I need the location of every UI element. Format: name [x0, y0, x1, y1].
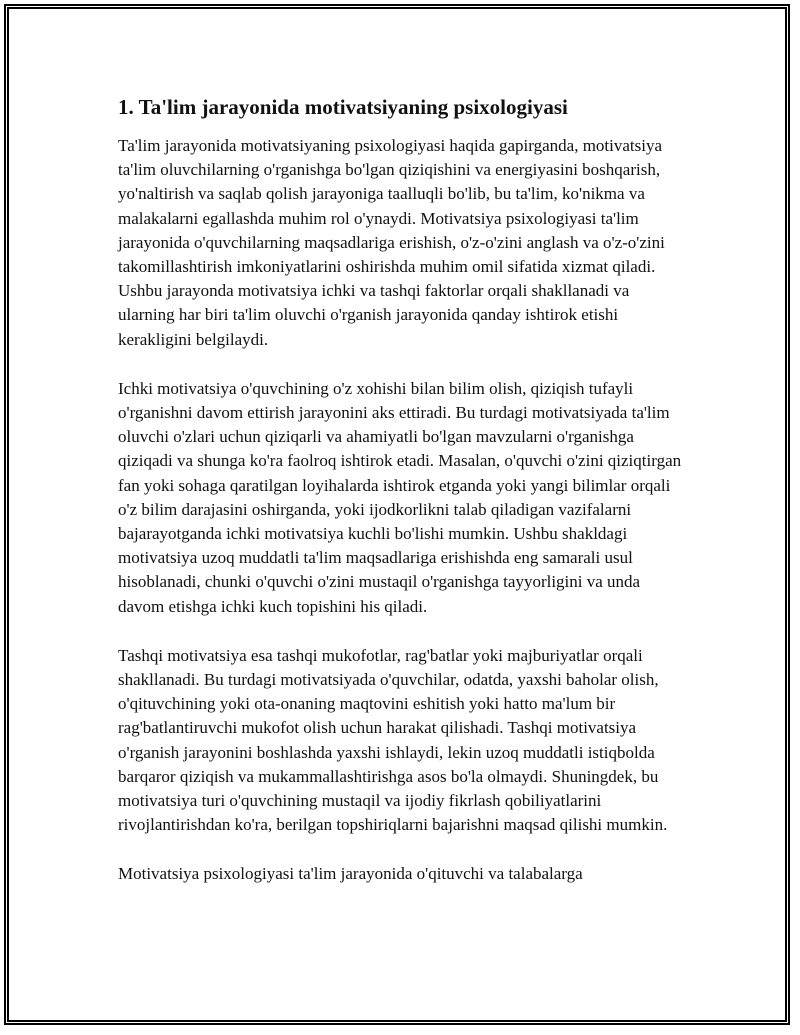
- paragraph-extrinsic-motivation: Tashqi motivatsiya esa tashqi mukofotlar, rag'batlar yoki majburiyatlar orqali shakllanadi. Bu turdagi motivatsiyada o'quvchilar, odatda, yaxshi baholar olish, o'qituvchining yoki ota-onaning maqtovini eshitish yoki hatto ma'lum bir rag'batlantiruvchi mukofot olish uchun harakat qilishadi. Tashqi motivatsiya o'rganish jarayonini boshlashda yaxshi ishlaydi, lekin uzoq muddatli istiqbolda barqaror qiziqish va mukammallashtirishga asos bo'la olmaydi. Shuningdek, bu motivatsiya turi o'quvchining mustaqil va ijodiy fikrlash qobiliyatlarini rivojlantirishdan ko'ra, berilgan topshiriqlarni bajarishni maqsad qilishi mumkin.: [118, 645, 668, 835]
- paragraph-intro: Ta'lim jarayonida motivatsiyaning psixologiyasi haqida gapirganda, motivatsiya ta'lim oluvchilarning o'rganishga bo'lgan qiziqishini va energiyasini boshqarish, yo'naltirish va saqlab qolish jarayoniga taalluqli bo'lib, bu ta'lim, ko'nikma va malakalarni egallashda muhim rol o'ynaydi. Motivatsiya psixologiyasi ta'lim jarayonida o'quvchilarning maqsadlariga erishish, o'z-o'zini anglash va o'z-o'zini takomillashtirish imkoniyatlarini oshirishda muhim omil sifatida xizmat qiladi. Ushbu jarayonda motivatsiya ichki va tashqi faktorlar orqali shakllanadi va ularning har biri ta'lim oluvchi o'rganish jarayonida qanday ishtirok etishi kerakligini belgilaydi.: [118, 136, 665, 349]
- document-body: [118, 93, 688, 912]
- paragraph-continuation: Motivatsiya psixologiyasi ta'lim jarayonida o'qituvchi va talabalarga: [118, 864, 583, 884]
- section-heading: 1. Ta'lim jarayonida motivatsiyaning psixologiyasi: [118, 95, 568, 119]
- paragraph-intrinsic-motivation: Ichki motivatsiya o'quvchining o'z xohishi bilan bilim olish, qiziqish tufayli o'rganishni davom ettirish jarayonini aks ettiradi. Bu turdagi motivatsiyada ta'lim oluvchi o'zlari uchun qiziqarli va ahamiyatli bo'lgan mavzularni o'rganishga qiziqadi va shunga ko'ra faolroq ishtirok etadi. Masalan, o'quvchi o'zini qiziqtirgan fan yoki sohaga qaratilgan loyihalarda ishtirok etganda yoki yangi bilimlar orqali o'z bilim darajasini oshirganda, yoki ijodkorlikni talab qiladigan vazifalarni bajarayotganda ichki motivatsiya kuchli bo'lishi mumkin. Ushbu shakldagi motivatsiya uzoq muddatli ta'lim maqsadlariga erishishda eng samarali usul hisoblanadi, chunki o'quvchi o'zini mustaqil o'rganishga tayyorligini va unda davom etishga ichki kuch topishini his qiladi.: [118, 378, 682, 616]
